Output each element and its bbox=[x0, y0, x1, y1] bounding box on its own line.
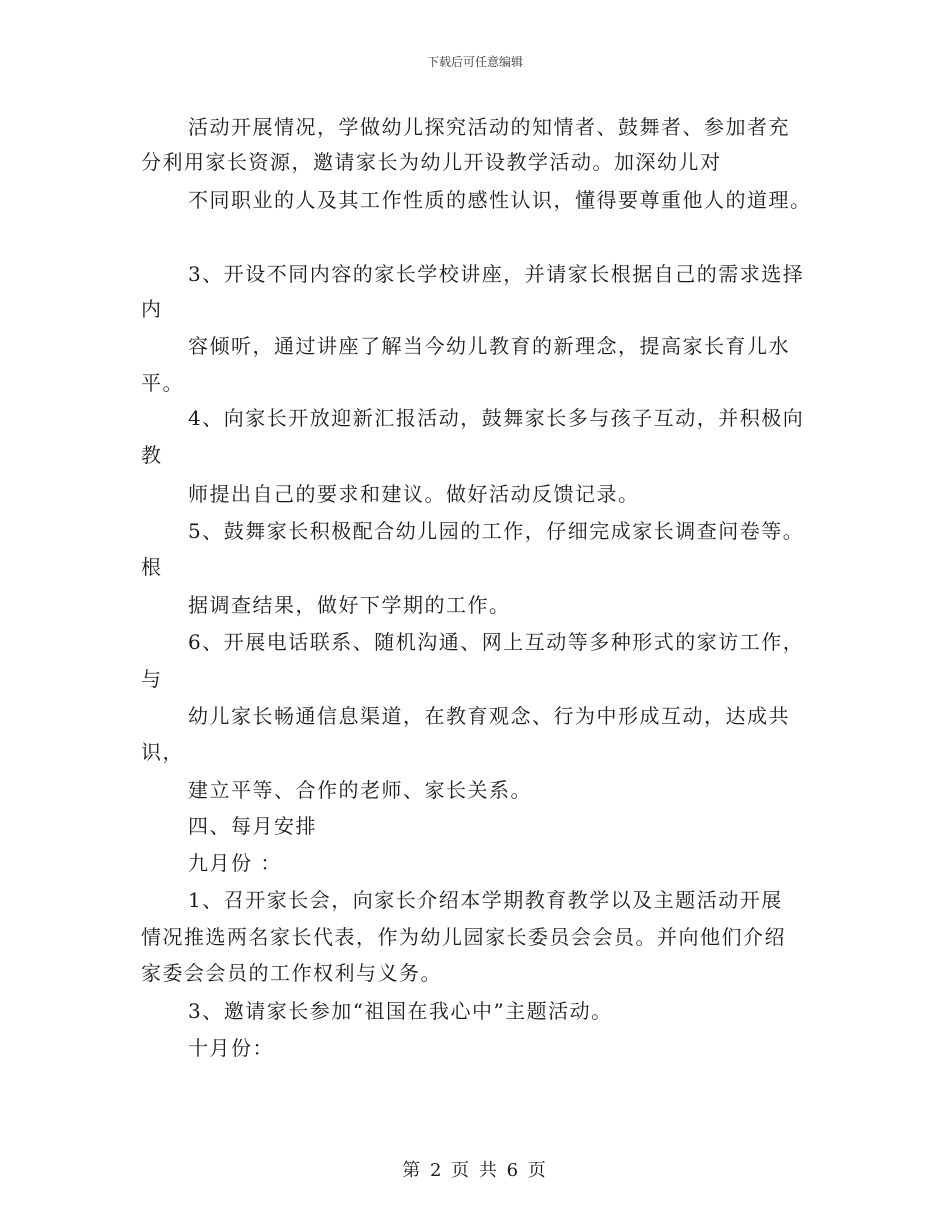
text-line: 6、开展电话联系、随机沟通、网上互动等多种形式的家访工作， bbox=[188, 630, 805, 654]
text-line: 情况推选两名家长代表，作为幼儿园家长委员会会员。并向他们介绍 bbox=[141, 925, 786, 949]
section-heading: 四、每月安排 bbox=[188, 814, 317, 838]
text-line: 识， bbox=[141, 740, 184, 764]
month-heading: 十月份： bbox=[188, 1036, 274, 1060]
text-line: 1、召开家长会，向家长介绍本学期教育教学以及主题活动开展 bbox=[188, 888, 783, 912]
text-line: 容倾听，通过讲座了解当今幼儿教育的新理念，提高家长育儿水 bbox=[188, 334, 790, 358]
text-line: 据调查结果，做好下学期的工作。 bbox=[188, 593, 511, 617]
text-line: 根 bbox=[141, 555, 163, 579]
text-line: 活动开展情况，学做幼儿探究活动的知情者、鼓舞者、参加者充 bbox=[188, 115, 790, 139]
text-line: 内 bbox=[141, 297, 163, 321]
text-line: 3、邀请家长参加“祖国在我心中”主题活动。 bbox=[188, 999, 613, 1023]
text-line: 幼儿家长畅通信息渠道，在教育观念、行为中形成互动，达成共 bbox=[188, 704, 790, 728]
text-line: 5、鼓舞家长积极配合幼儿园的工作，仔细完成家长调查问卷等。 bbox=[188, 519, 805, 543]
text-line: 分利用家长资源，邀请家长为幼儿开设教学活动。加深幼儿对 bbox=[141, 150, 722, 174]
text-line: 师提出自己的要求和建议。做好活动反馈记录。 bbox=[188, 482, 640, 506]
text-line: 与 bbox=[141, 667, 163, 691]
text-line: 教 bbox=[141, 443, 163, 467]
text-line: 不同职业的人及其工作性质的感性认识，懂得要尊重他人的道理。 bbox=[188, 188, 812, 212]
text-line: 建立平等、合作的老师、家长关系。 bbox=[188, 778, 532, 802]
page-header: 下载后可任意编辑 bbox=[426, 55, 523, 69]
text-line: 3、开设不同内容的家长学校讲座，并请家长根据自己的需求选择 bbox=[188, 262, 805, 286]
text-line: 家委会会员的工作权利与义务。 bbox=[141, 961, 442, 985]
text-line: 平。 bbox=[141, 371, 184, 395]
month-heading: 九月份 ： bbox=[188, 851, 282, 875]
page-footer: 第 2 页 共 6 页 bbox=[402, 1160, 548, 1181]
text-line: 4、向家长开放迎新汇报活动，鼓舞家长多与孩子互动，并积极向 bbox=[188, 406, 805, 430]
